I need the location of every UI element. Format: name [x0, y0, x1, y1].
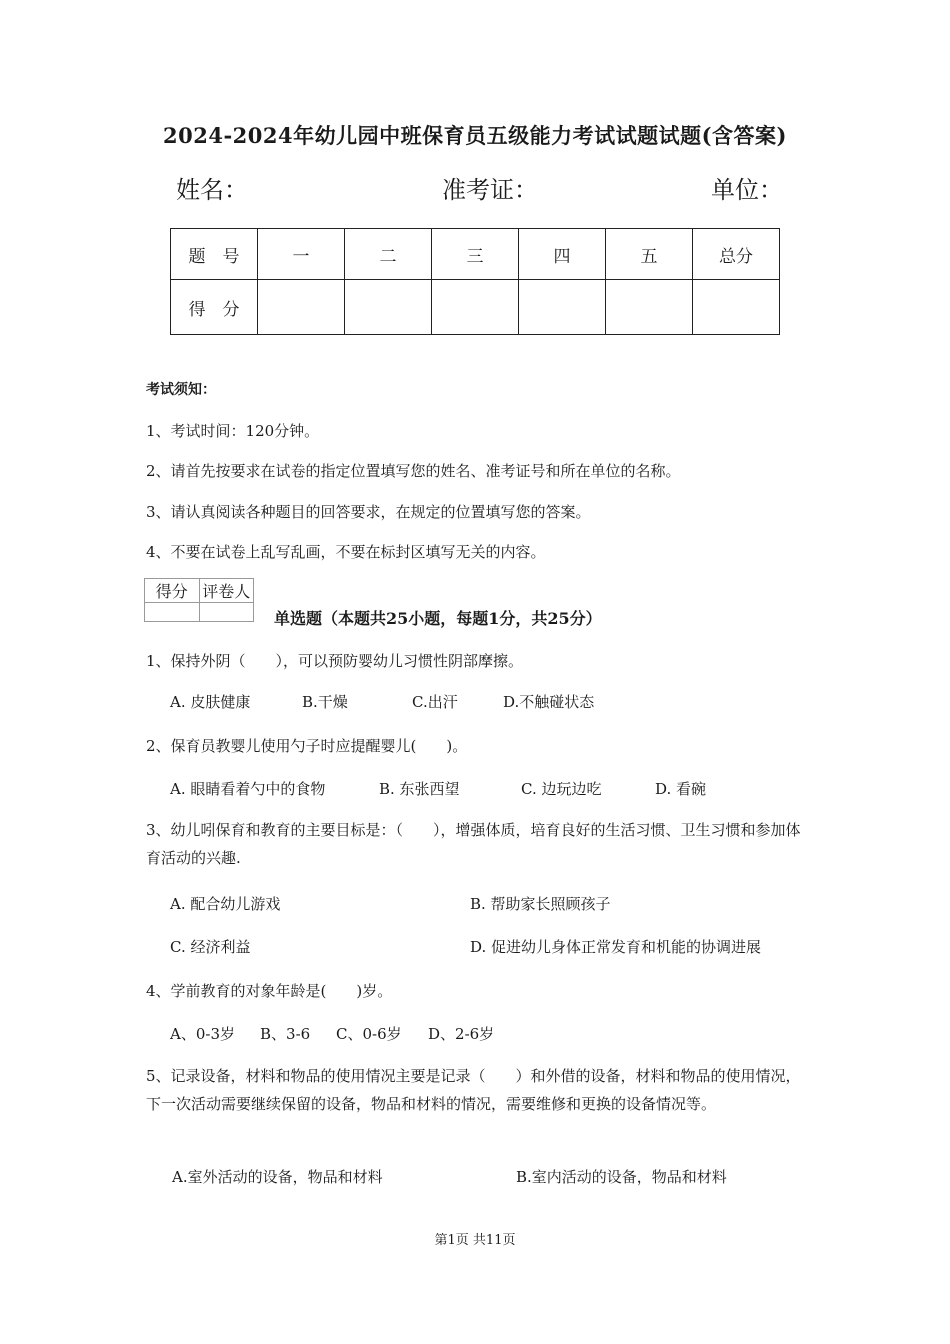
notice-item: 3、请认真阅读各种题目的回答要求，在规定的位置填写您的答案。	[146, 503, 591, 521]
score-cell[interactable]	[258, 280, 345, 335]
score-row-label: 得 分	[171, 280, 258, 335]
score-cell[interactable]	[432, 280, 519, 335]
score-header-cell: 三	[432, 229, 519, 280]
score-cell[interactable]	[519, 280, 606, 335]
option-d: D.不触碰状态	[503, 693, 595, 711]
grader-reviewer-label: 评卷人	[199, 579, 254, 603]
page-footer: 第1页 共11页	[434, 1233, 516, 1248]
notice-item: 2、请首先按要求在试卷的指定位置填写您的姓名、准考证号和所在单位的名称。	[146, 462, 681, 480]
option-b: B、3-6	[260, 1025, 311, 1043]
score-header-cell: 二	[345, 229, 432, 280]
exam-title: 2024-2024年幼儿园中班保育员五级能力考试试题试题(含答案)	[163, 123, 787, 148]
score-table-score-row	[171, 280, 780, 335]
option-a: A. 皮肤健康	[170, 693, 251, 711]
name-label: 姓名：	[176, 176, 248, 204]
option-c: C、0-6岁	[336, 1025, 402, 1043]
score-cell[interactable]	[693, 280, 780, 335]
option-b: B. 东张西望	[379, 780, 460, 798]
score-cell[interactable]	[606, 280, 693, 335]
section-title: 单选题（本题共25小题，每题1分，共25分）	[274, 609, 602, 628]
exam-number-label: 准考证：	[442, 176, 538, 204]
score-header-cell: 一	[258, 229, 345, 280]
question-stem: 2、保育员教婴儿使用勺子时应提醒婴儿( )。	[146, 737, 468, 755]
option-a: A. 眼睛看着勺中的食物	[170, 780, 326, 798]
grader-reviewer-cell[interactable]	[199, 603, 254, 622]
option-b: B.室内活动的设备，物品和材料	[516, 1168, 727, 1186]
score-table	[170, 228, 780, 335]
option-b: B.干燥	[302, 693, 348, 711]
option-b: B. 帮助家长照顾孩子	[470, 895, 611, 913]
question-stem: 5、记录设备，材料和物品的使用情况主要是记录（ ）和外借的设备，材料和物品的使用情况，下一次活动需要继续保留的设备，物品和材料的情况，需要维修和更换的设备情况等。	[146, 1067, 801, 1113]
question-stem: 1、保持外阴（ ），可以预防婴幼儿习惯性阴部摩擦。	[146, 652, 524, 670]
grader-score-label: 得分	[145, 579, 200, 603]
notice-item: 4、不要在试卷上乱写乱画，不要在标封区填写无关的内容。	[146, 543, 546, 561]
option-d: D、2-6岁	[428, 1025, 495, 1043]
option-c: C.出汗	[412, 693, 458, 711]
option-a: A、0-3岁	[170, 1025, 235, 1043]
grader-score-cell[interactable]	[145, 603, 200, 622]
score-header-cell: 四	[519, 229, 606, 280]
score-header-cell: 五	[606, 229, 693, 280]
question-stem: 3、幼儿吲保育和教育的主要目标是：（ ），增强体质，培育良好的生活习惯、卫生习惯和参加体育活动的兴趣.	[146, 821, 801, 867]
score-header-cell: 总分	[693, 229, 780, 280]
option-c: C. 边玩边吃	[521, 780, 602, 798]
score-cell[interactable]	[345, 280, 432, 335]
question-stem: 4、学前教育的对象年龄是( )岁。	[146, 982, 393, 1000]
unit-label: 单位：	[711, 176, 783, 204]
option-a: A. 配合幼儿游戏	[170, 895, 281, 913]
grader-box	[144, 578, 254, 622]
notice-item: 1、考试时间：120分钟。	[146, 422, 320, 440]
score-table-header-row	[171, 229, 780, 280]
notice-heading: 考试须知：	[146, 382, 216, 398]
option-a: A.室外活动的设备，物品和材料	[172, 1168, 383, 1186]
option-d: D. 促进幼儿身体正常发育和机能的协调进展	[470, 938, 762, 956]
score-header-cell: 题 号	[171, 229, 258, 280]
option-c: C. 经济利益	[170, 938, 251, 956]
option-d: D. 看碗	[655, 780, 707, 798]
